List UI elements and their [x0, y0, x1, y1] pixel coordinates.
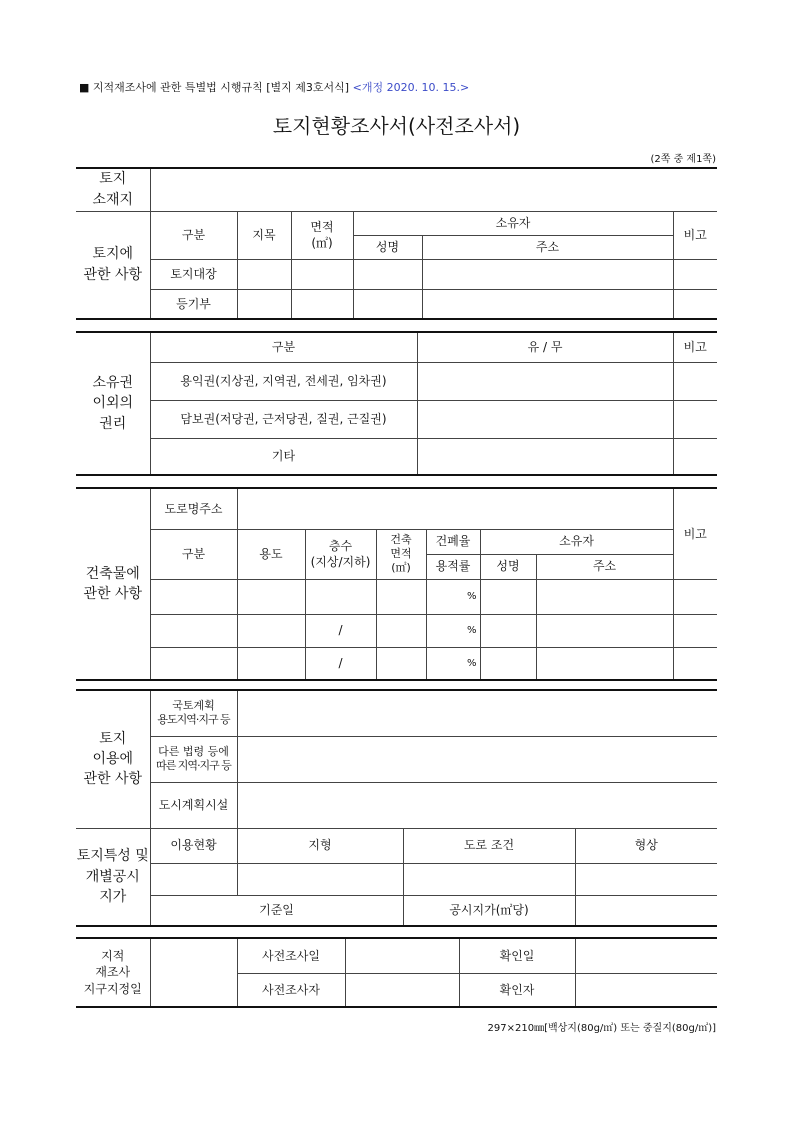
building-road-address-value[interactable] [237, 488, 673, 529]
features-col-form: 형상 [575, 828, 717, 863]
rights-cell[interactable] [673, 400, 717, 438]
building-cell[interactable] [376, 579, 426, 614]
rights-col-category: 구분 [150, 332, 417, 362]
designation-section-label: 지적 재조사 지구지정일 [76, 938, 150, 1007]
land-cell[interactable] [291, 259, 353, 289]
land-row-register: 토지대장 [150, 259, 237, 289]
building-col-building-area: 건축 면적 (㎡) [376, 529, 426, 579]
land-cell[interactable] [673, 289, 717, 319]
features-col-road: 도로 조건 [403, 828, 575, 863]
rights-table [76, 331, 717, 476]
features-col-shape: 지형 [237, 828, 403, 863]
building-cell[interactable] [237, 614, 305, 647]
building-col-remarks: 비고 [673, 488, 717, 579]
landuse-cell[interactable] [237, 736, 717, 782]
land-cell[interactable] [353, 259, 422, 289]
building-cell[interactable] [673, 614, 717, 647]
land-col-category: 구분 [150, 211, 237, 259]
landuse-section-label: 토지 이용에 관한 사항 [76, 690, 150, 828]
building-cell[interactable] [673, 647, 717, 680]
building-floors-cell[interactable]: / [305, 614, 376, 647]
land-cell[interactable] [237, 259, 291, 289]
landuse-cell[interactable] [237, 782, 717, 828]
building-cell[interactable] [536, 647, 673, 680]
land-col-area: 면적 (㎡) [291, 211, 353, 259]
building-cell[interactable] [480, 647, 536, 680]
page-title: 토지현황조사서(사전조사서) [272, 114, 521, 138]
building-cell[interactable] [237, 647, 305, 680]
building-col-far: 용적률 [426, 554, 480, 579]
surveyor-value[interactable] [345, 973, 459, 1007]
building-cell[interactable] [150, 579, 237, 614]
land-col-remarks: 비고 [673, 211, 717, 259]
location-value[interactable] [150, 168, 717, 211]
land-info-table [76, 167, 717, 320]
landuse-table [76, 689, 717, 927]
features-cell[interactable] [403, 863, 575, 895]
building-col-coverage: 건폐율 [426, 529, 480, 554]
building-cell[interactable] [480, 579, 536, 614]
confirm-date-label: 확인일 [459, 938, 575, 973]
confirm-date-value[interactable] [575, 938, 717, 973]
building-col-category: 구분 [150, 529, 237, 579]
building-cell[interactable] [673, 579, 717, 614]
features-price-value[interactable] [575, 895, 717, 926]
surveyor-label: 사전조사자 [237, 973, 345, 1007]
rights-cell[interactable] [673, 438, 717, 475]
revision-date: <개정 2020. 10. 15.> [352, 81, 470, 94]
building-col-owner: 소유자 [480, 529, 673, 554]
building-floors-cell[interactable]: / [305, 647, 376, 680]
building-road-address-label: 도로명주소 [150, 488, 237, 529]
building-cell[interactable] [536, 614, 673, 647]
law-reference: ■ 지적재조사에 관한 특별법 시행규칙 [별지 제3호서식] [79, 81, 350, 94]
rights-col-remarks: 비고 [673, 332, 717, 362]
paper-spec-footer: 297×210㎜[백상지(80g/㎡) 또는 중질지(80g/㎡)] [487, 1023, 716, 1034]
land-cell[interactable] [673, 259, 717, 289]
land-col-owner-name: 성명 [353, 235, 422, 259]
landuse-row-other-laws: 다른 법령 등에 따른 지역·지구 등 [150, 736, 237, 782]
landuse-row-national-plan: 국토계획 용도지역·지구 등 [150, 690, 237, 736]
building-cell[interactable] [150, 647, 237, 680]
land-section-label: 토지에 관한 사항 [76, 211, 150, 319]
confirmer-value[interactable] [575, 973, 717, 1007]
building-cell[interactable] [305, 579, 376, 614]
building-cell[interactable] [376, 614, 426, 647]
features-cell[interactable] [575, 863, 717, 895]
features-cell[interactable] [237, 863, 403, 895]
land-col-owner-address: 주소 [422, 235, 673, 259]
building-cell[interactable] [480, 614, 536, 647]
rights-row-other: 기타 [150, 438, 417, 475]
building-cell[interactable] [376, 647, 426, 680]
building-col-owner-name: 성명 [480, 554, 536, 579]
rights-cell[interactable] [417, 400, 673, 438]
building-cell[interactable] [536, 579, 673, 614]
building-col-floors: 층수 (지상/지하) [305, 529, 376, 579]
land-col-jimok: 지목 [237, 211, 291, 259]
rights-row-security: 담보권(저당권, 근저당권, 질권, 근질권) [150, 400, 417, 438]
building-cell[interactable] [150, 614, 237, 647]
land-cell[interactable] [422, 289, 673, 319]
building-table [76, 487, 717, 681]
land-cell[interactable] [422, 259, 673, 289]
building-ratio-cell[interactable]: % [426, 647, 480, 680]
features-col-usage: 이용현황 [150, 828, 237, 863]
features-cell[interactable] [150, 863, 237, 895]
building-col-use: 용도 [237, 529, 305, 579]
designation-date-value[interactable] [150, 938, 237, 1007]
form-header [79, 79, 469, 95]
rights-cell[interactable] [673, 362, 717, 400]
survey-date-label: 사전조사일 [237, 938, 345, 973]
land-col-owner: 소유자 [353, 211, 673, 235]
rights-cell[interactable] [417, 438, 673, 475]
features-price-label: 공시지가(㎡당) [403, 895, 575, 926]
landuse-row-urban-facility: 도시계획시설 [150, 782, 237, 828]
rights-col-yn: 유 / 무 [417, 332, 673, 362]
features-section-label: 토지특성 및 개별공시 지가 [76, 828, 150, 926]
land-cell[interactable] [291, 289, 353, 319]
rights-cell[interactable] [417, 362, 673, 400]
land-row-registry: 등기부 [150, 289, 237, 319]
landuse-cell[interactable] [237, 690, 717, 736]
designation-table [76, 937, 717, 1008]
land-cell[interactable] [237, 289, 291, 319]
land-cell[interactable] [353, 289, 422, 319]
building-ratio-cell[interactable]: % [426, 579, 480, 614]
features-base-date-label: 기준일 [150, 895, 403, 926]
location-label: 토지 소재지 [76, 168, 150, 211]
rights-section-label: 소유권 이외의 권리 [76, 332, 150, 475]
building-col-owner-address: 주소 [536, 554, 673, 579]
building-ratio-cell[interactable]: % [426, 614, 480, 647]
rights-row-usufruct: 용익권(지상권, 지역권, 전세권, 임차권) [150, 362, 417, 400]
building-cell[interactable] [237, 579, 305, 614]
building-section-label: 건축물에 관한 사항 [76, 488, 150, 680]
survey-date-value[interactable] [345, 938, 459, 973]
confirmer-label: 확인자 [459, 973, 575, 1007]
page-info: (2쪽 중 제1쪽) [650, 154, 716, 165]
